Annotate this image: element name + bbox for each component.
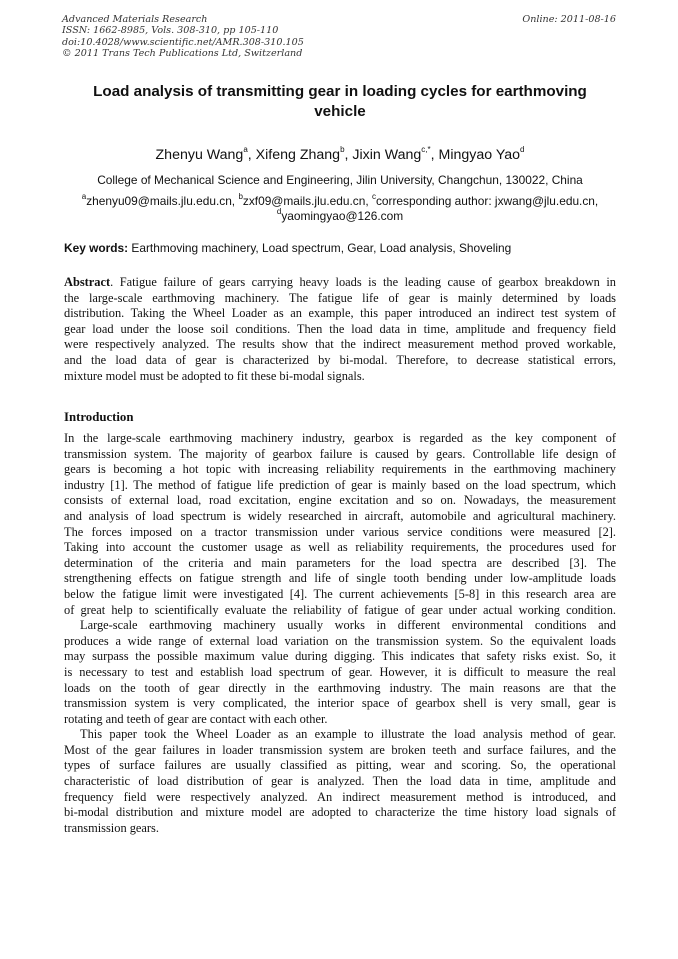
body-line: and analysis of load spectrum is widely researched in aircraft, automobile and agricultural machinery. <box>64 508 616 523</box>
email-mark: a <box>81 192 87 202</box>
email-mark: b <box>238 192 243 202</box>
journal-name: Advanced Materials Research <box>62 14 208 25</box>
body-line: Taking into account the customer usage as well as reliability requirements, the procedures used for <box>64 540 616 555</box>
copyright-line: © 2011 Trans Tech Publications Ltd, Switzerland <box>62 47 303 59</box>
abstract-line: gear load under the loose soil conditions. Then the load data in time, amplitude and frequency field <box>64 321 616 336</box>
abstract-line: and the load data of gear is characterized by bi-modal. Therefore, to decrease statistical errors, <box>64 352 616 367</box>
author-name: Zhenyu Wang <box>155 147 244 163</box>
title-line: vehicle <box>314 103 366 120</box>
author-affil-mark: a <box>243 145 248 155</box>
introduction-section <box>64 431 616 836</box>
abstract-text: . Fatigue failure of gears carrying heavy loads is the leading cause of gearbox breakdown in <box>110 275 616 289</box>
author-list: Zhenyu Wang$^a$, Xifeng Zhang$^b$, Jixin Wang$^{c,*}$, Mingyao Yao$^d$ <box>155 145 525 163</box>
body-line: frequency field were respectively analyzed. An indirect measurement method is introduced, and <box>64 789 616 804</box>
body-line: rotating and teeth of gear are contact with each other. <box>64 711 328 726</box>
body-line: determination of the criteria and main parameters for the load spectra are described [3]. The <box>64 555 616 570</box>
body-line: In the large-scale earthmoving machinery industry, gearbox is regarded as the key component of <box>64 431 616 445</box>
body-line: loads on the tooth of gear directly in the earthmoving industry. The main reasons are that the <box>64 680 616 695</box>
email-mark: c <box>371 192 376 202</box>
keywords-label: Key words: <box>64 241 129 255</box>
abstract-section <box>64 275 616 384</box>
abstract-line: mixture model must be adopted to fit these bi-modal signals. <box>64 368 365 383</box>
author-emails <box>62 194 618 224</box>
body-line: The forces imposed on a tractor transmission under various service conditions were measured [2]. <box>64 524 616 539</box>
online-date: Online: 2011-08-16 <box>522 14 616 25</box>
body-line: industry [1]. The method of fatigue life prediction of gear is mainly based on the load spectrum, which <box>64 477 616 492</box>
body-line: gears is becoming a hot topic with increasing reliability requirements in the earthmoving machinery <box>64 462 616 477</box>
body-line: types of surface failures are usually classified as pitting, wear and scoring. So, the operational <box>64 758 616 773</box>
email-link[interactable]: zxf09@mails.jlu.edu.cn, <box>242 194 369 208</box>
body-line: may surpass the possible maximum value during digging. This indicates that safety risks exist. So, it <box>64 649 616 664</box>
body-line: characteristic of load distribution of gear is analyzed. Then the load data in time, amplitude and <box>64 774 616 789</box>
issn-line: ISSN: 1662-8985, Vols. 308-310, pp 105-110 <box>62 25 279 37</box>
email-mark: d <box>276 207 282 217</box>
abstract-label: Abstract <box>64 275 111 289</box>
author-name: Jixin Wang <box>352 147 422 163</box>
body-line: consists of external load, road excitation, engine excitation and so on. Nowadays, the measurement <box>64 493 616 508</box>
body-line: below the fatigue limit were investigated [4]. The current achievements [5-8] in this research area are <box>64 586 616 601</box>
abstract-line <box>64 275 616 291</box>
keywords-text: Earthmoving machinery, Load spectrum, Gear, Load analysis, Shoveling <box>131 241 512 255</box>
abstract-line: distribution. Taking the Wheel Loader as an example, this paper introduced an indirect test system of <box>64 306 616 321</box>
author-affil-mark: b <box>340 145 345 155</box>
body-line: Most of the gear failures in loader transmission system are broken teeth and surface failures, and the <box>64 742 616 757</box>
affiliation: College of Mechanical Science and Engineering, Jilin University, Changchun, 130022, China <box>97 173 583 187</box>
body-line: bi-modal distribution and mixture model are adopted to characterize the time history load signals of <box>64 805 616 820</box>
abstract-line: the large-scale earthmoving machinery. The fatigue life of gear is mainly determined by loads <box>64 290 616 305</box>
author-affil-mark: c,* <box>421 145 431 155</box>
author-name: Mingyao Yao <box>438 147 521 163</box>
email-link[interactable]: zhenyu09@mails.jlu.edu.cn, <box>86 194 236 208</box>
body-line: This paper took the Wheel Loader as an example to illustrate the load analysis method of gear. <box>80 727 616 742</box>
body-line: is necessary to test and establish load spectrum of gear. However, it is difficult to measure the real <box>64 664 616 679</box>
body-line: Large-scale earthmoving machinery usually works in different environmental conditions and <box>80 618 616 633</box>
author-name: Xifeng Zhang <box>255 147 341 163</box>
section-heading: Introduction <box>64 410 134 424</box>
doi-line: doi:10.4028/www.scientific.net/AMR.308-310.105 <box>62 36 304 48</box>
body-line: produces a wide range of external load variation on the transmission system. So the equivalent loads <box>64 633 616 648</box>
body-line: transmission gears. <box>64 820 159 835</box>
body-line: transmission system. The majority of gearbox failure is caused by gears. Controllable life design of <box>64 446 616 461</box>
journal-header <box>62 14 618 59</box>
body-line: transmission system is very complicated, the interior space of gearbox shell is very small, gear is <box>64 696 616 711</box>
author-affil-mark: d <box>520 145 525 155</box>
email-link[interactable]: yaomingyao@126.com <box>281 209 404 223</box>
email-link[interactable]: corresponding author: jxwang@jlu.edu.cn, <box>375 194 599 208</box>
title-line: Load analysis of transmitting gear in loading cycles for earthmoving <box>93 83 587 100</box>
keywords <box>64 241 620 256</box>
body-line: of great help to scientifically evaluate the reliability of fatigue of gear under actual working condition. <box>64 602 616 617</box>
abstract-line: were respectively analyzed. The results show that the indirect measurement method proved workable, <box>64 337 616 352</box>
paper-title <box>62 82 618 122</box>
body-line: strengthening effects on fatigue strength and life of single tooth bending under low-amplitude loads <box>64 571 616 586</box>
